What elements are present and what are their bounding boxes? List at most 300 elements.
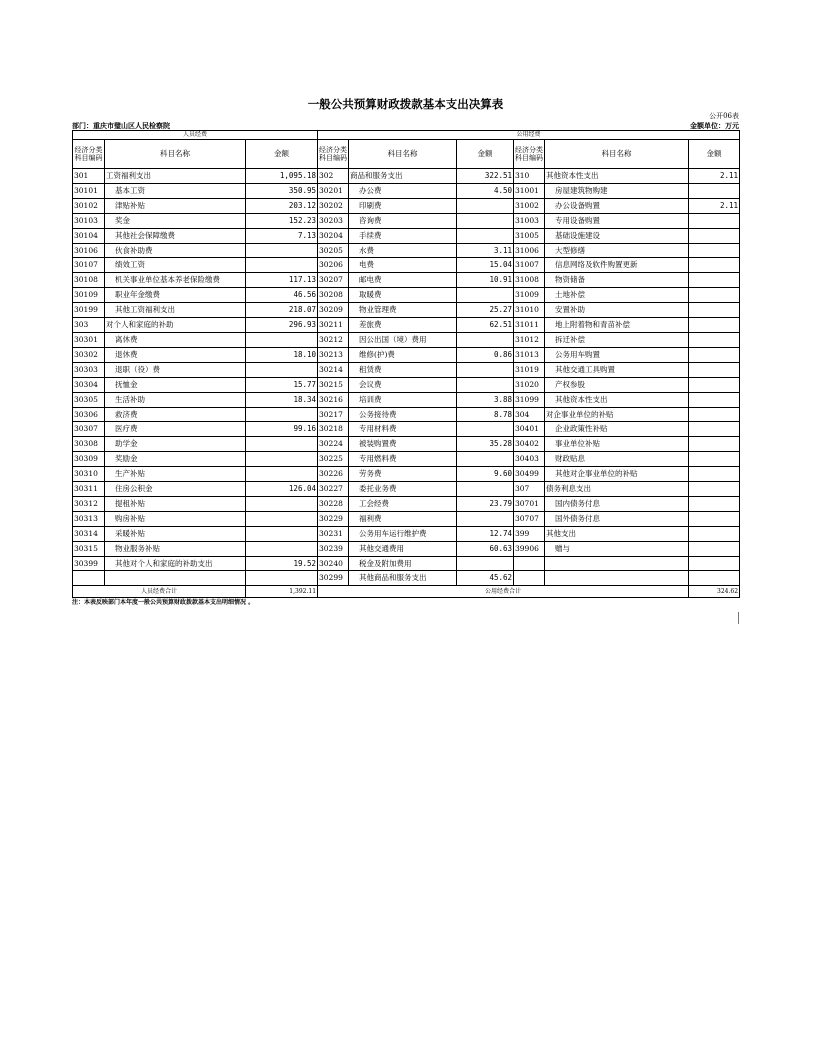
item-name-cell: 奖金 bbox=[105, 213, 246, 228]
item-name-cell: 其他商品和服务支出 bbox=[349, 571, 457, 586]
amount-cell bbox=[457, 482, 514, 497]
table-row bbox=[73, 571, 740, 586]
item-name-cell: 咨询费 bbox=[349, 213, 457, 228]
amount-cell bbox=[457, 511, 514, 526]
code-cell: 30208 bbox=[318, 288, 349, 303]
item-name-cell: 专用材料费 bbox=[349, 422, 457, 437]
table-row bbox=[73, 496, 740, 511]
item-name-cell: 商品和服务支出 bbox=[349, 169, 457, 184]
amount-cell bbox=[689, 258, 740, 273]
item-name-cell: 退职（役）费 bbox=[105, 362, 246, 377]
amount-cell: 23.79 bbox=[457, 496, 514, 511]
table-row bbox=[73, 303, 740, 318]
code-cell: 30303 bbox=[73, 362, 105, 377]
item-name-cell bbox=[105, 571, 246, 586]
amount-cell bbox=[689, 571, 740, 586]
code-cell: 31007 bbox=[514, 258, 545, 273]
expenditure-table bbox=[72, 130, 740, 598]
amount-cell bbox=[246, 243, 318, 258]
item-name-cell: 税金及附加费用 bbox=[349, 556, 457, 571]
amount-cell bbox=[689, 362, 740, 377]
code-cell: 31006 bbox=[514, 243, 545, 258]
item-name-cell: 办公设备购置 bbox=[545, 198, 689, 213]
amount-cell: 4.50 bbox=[457, 183, 514, 198]
code-cell: 30207 bbox=[318, 273, 349, 288]
table-row bbox=[73, 482, 740, 497]
amount-cell: 18.34 bbox=[246, 392, 318, 407]
item-name-cell: 因公出国（境）费用 bbox=[349, 332, 457, 347]
amount-cell: 62.51 bbox=[457, 318, 514, 333]
item-name-cell: 购房补贴 bbox=[105, 511, 246, 526]
code-cell: 30229 bbox=[318, 511, 349, 526]
table-row bbox=[73, 377, 740, 392]
amount-cell: 7.13 bbox=[246, 228, 318, 243]
item-name-cell: 企业政策性补贴 bbox=[545, 422, 689, 437]
item-name-cell: 对企事业单位的补贴 bbox=[545, 407, 689, 422]
code-cell: 30310 bbox=[73, 467, 105, 482]
table-row bbox=[73, 347, 740, 362]
item-name-cell: 劳务费 bbox=[349, 467, 457, 482]
code-cell: 30201 bbox=[318, 183, 349, 198]
amount-cell: 350.95 bbox=[246, 183, 318, 198]
code-cell: 30302 bbox=[73, 347, 105, 362]
code-cell: 30204 bbox=[318, 228, 349, 243]
code-cell: 30108 bbox=[73, 273, 105, 288]
report-document bbox=[72, 96, 739, 608]
item-name-cell: 地上附着物和青苗补偿 bbox=[545, 318, 689, 333]
amount-cell: 35.28 bbox=[457, 437, 514, 452]
item-name-cell: 其他工资福利支出 bbox=[105, 303, 246, 318]
code-cell: 303 bbox=[73, 318, 105, 333]
amount-cell bbox=[246, 526, 318, 541]
item-name-cell: 其他对个人和家庭的补助支出 bbox=[105, 556, 246, 571]
amount-cell bbox=[689, 318, 740, 333]
item-name-cell: 租赁费 bbox=[349, 362, 457, 377]
code-cell: 30215 bbox=[318, 377, 349, 392]
table-row bbox=[73, 169, 740, 184]
item-name-cell: 抚恤金 bbox=[105, 377, 246, 392]
col-header-code: 经济分类科目编码 bbox=[514, 140, 545, 169]
form-number: 公开06表 bbox=[709, 112, 739, 120]
amount-cell bbox=[457, 377, 514, 392]
page-edge-mark bbox=[738, 612, 739, 624]
report-title: 一般公共预算财政拨款基本支出决算表 bbox=[307, 97, 504, 111]
code-cell: 30212 bbox=[318, 332, 349, 347]
item-name-cell: 安置补助 bbox=[545, 303, 689, 318]
item-name-cell: 土地补偿 bbox=[545, 288, 689, 303]
col-header-amount: 金额 bbox=[457, 140, 514, 169]
amount-cell: 117.13 bbox=[246, 273, 318, 288]
table-row bbox=[73, 243, 740, 258]
table-row bbox=[73, 228, 740, 243]
amount-cell bbox=[689, 541, 740, 556]
code-cell: 30228 bbox=[318, 496, 349, 511]
code-cell bbox=[73, 571, 105, 586]
item-name-cell: 赠与 bbox=[545, 541, 689, 556]
item-name-cell: 基本工资 bbox=[105, 183, 246, 198]
item-name-cell: 财政贴息 bbox=[545, 452, 689, 467]
amount-cell bbox=[457, 422, 514, 437]
code-cell: 31009 bbox=[514, 288, 545, 303]
amount-cell: 99.16 bbox=[246, 422, 318, 437]
item-name-cell: 邮电费 bbox=[349, 273, 457, 288]
item-name-cell: 基础设施建设 bbox=[545, 228, 689, 243]
public-total-label: 公用经费合计 bbox=[318, 586, 689, 598]
col-header-code: 经济分类科目编码 bbox=[318, 140, 349, 169]
item-name-cell: 国外债务付息 bbox=[545, 511, 689, 526]
amount-cell: 10.91 bbox=[457, 273, 514, 288]
amount-cell bbox=[246, 258, 318, 273]
item-name-cell: 绩效工资 bbox=[105, 258, 246, 273]
code-cell: 302 bbox=[318, 169, 349, 184]
item-name-cell: 其他社会保障缴费 bbox=[105, 228, 246, 243]
code-cell: 30301 bbox=[73, 332, 105, 347]
amount-cell bbox=[457, 556, 514, 571]
amount-cell: 152.23 bbox=[246, 213, 318, 228]
code-cell: 304 bbox=[514, 407, 545, 422]
amount-cell bbox=[689, 347, 740, 362]
section-personnel: 人员经费 bbox=[73, 131, 318, 140]
code-cell: 30199 bbox=[73, 303, 105, 318]
col-header-code: 经济分类科目编码 bbox=[73, 140, 105, 169]
amount-cell: 2.11 bbox=[689, 169, 740, 184]
amount-cell bbox=[689, 452, 740, 467]
code-cell: 30305 bbox=[73, 392, 105, 407]
code-cell: 31099 bbox=[514, 392, 545, 407]
department-label: 部门：重庆市璧山区人民检察院 bbox=[72, 121, 170, 130]
col-header-name: 科目名称 bbox=[349, 140, 457, 169]
item-name-cell: 物业管理费 bbox=[349, 303, 457, 318]
amount-cell bbox=[246, 437, 318, 452]
amount-cell: 8.78 bbox=[457, 407, 514, 422]
amount-cell: 9.60 bbox=[457, 467, 514, 482]
item-name-cell bbox=[545, 556, 689, 571]
code-cell: 30314 bbox=[73, 526, 105, 541]
code-cell: 31008 bbox=[514, 273, 545, 288]
amount-cell: 15.04 bbox=[457, 258, 514, 273]
code-cell: 30306 bbox=[73, 407, 105, 422]
column-header-row bbox=[73, 140, 740, 169]
code-cell: 30315 bbox=[73, 541, 105, 556]
amount-cell bbox=[457, 288, 514, 303]
item-name-cell: 其他资本性支出 bbox=[545, 169, 689, 184]
amount-cell: 18.10 bbox=[246, 347, 318, 362]
code-cell: 30109 bbox=[73, 288, 105, 303]
public-total-value: 324.62 bbox=[689, 586, 740, 598]
code-cell: 30311 bbox=[73, 482, 105, 497]
item-name-cell: 生活补助 bbox=[105, 392, 246, 407]
section-public: 公用经费 bbox=[318, 131, 740, 140]
code-cell bbox=[514, 556, 545, 571]
amount-cell: 15.77 bbox=[246, 377, 318, 392]
code-cell: 310 bbox=[514, 169, 545, 184]
code-cell: 30224 bbox=[318, 437, 349, 452]
code-cell: 30231 bbox=[318, 526, 349, 541]
amount-cell bbox=[457, 452, 514, 467]
table-row bbox=[73, 183, 740, 198]
item-name-cell: 住房公积金 bbox=[105, 482, 246, 497]
amount-cell bbox=[457, 332, 514, 347]
amount-cell: 46.56 bbox=[246, 288, 318, 303]
item-name-cell: 津贴补贴 bbox=[105, 198, 246, 213]
code-cell: 30202 bbox=[318, 198, 349, 213]
amount-cell bbox=[689, 526, 740, 541]
code-cell: 30299 bbox=[318, 571, 349, 586]
code-cell: 30304 bbox=[73, 377, 105, 392]
code-cell: 30205 bbox=[318, 243, 349, 258]
item-name-cell: 机关事业单位基本养老保险缴费 bbox=[105, 273, 246, 288]
amount-cell bbox=[689, 467, 740, 482]
item-name-cell: 事业单位补贴 bbox=[545, 437, 689, 452]
item-name-cell: 取暖费 bbox=[349, 288, 457, 303]
code-cell: 30102 bbox=[73, 198, 105, 213]
code-cell: 30209 bbox=[318, 303, 349, 318]
amount-cell: 45.62 bbox=[457, 571, 514, 586]
amount-cell: 1,095.18 bbox=[246, 169, 318, 184]
code-cell: 30309 bbox=[73, 452, 105, 467]
table-row bbox=[73, 392, 740, 407]
code-cell: 31013 bbox=[514, 347, 545, 362]
item-name-cell: 电费 bbox=[349, 258, 457, 273]
table-row bbox=[73, 437, 740, 452]
item-name-cell: 差旅费 bbox=[349, 318, 457, 333]
code-cell: 31019 bbox=[514, 362, 545, 377]
item-name-cell: 拆迁补偿 bbox=[545, 332, 689, 347]
amount-cell: 322.51 bbox=[457, 169, 514, 184]
code-cell: 30239 bbox=[318, 541, 349, 556]
code-cell: 31012 bbox=[514, 332, 545, 347]
amount-cell bbox=[246, 541, 318, 556]
code-cell: 307 bbox=[514, 482, 545, 497]
item-name-cell: 产权参股 bbox=[545, 377, 689, 392]
code-cell: 30107 bbox=[73, 258, 105, 273]
item-name-cell: 被装购置费 bbox=[349, 437, 457, 452]
code-cell: 31002 bbox=[514, 198, 545, 213]
amount-cell: 12.74 bbox=[457, 526, 514, 541]
amount-cell: 0.86 bbox=[457, 347, 514, 362]
totals-row bbox=[73, 586, 740, 598]
amount-cell bbox=[689, 407, 740, 422]
item-name-cell: 公务用车购置 bbox=[545, 347, 689, 362]
table-row bbox=[73, 198, 740, 213]
code-cell: 399 bbox=[514, 526, 545, 541]
table-row bbox=[73, 556, 740, 571]
table-row bbox=[73, 452, 740, 467]
item-name-cell: 信息网络及软件购置更新 bbox=[545, 258, 689, 273]
amount-cell: 60.63 bbox=[457, 541, 514, 556]
unit-label: 金额单位：万元 bbox=[690, 121, 739, 130]
amount-cell bbox=[689, 213, 740, 228]
item-name-cell: 会议费 bbox=[349, 377, 457, 392]
amount-cell bbox=[246, 511, 318, 526]
code-cell: 30701 bbox=[514, 496, 545, 511]
code-cell: 30707 bbox=[514, 511, 545, 526]
item-name-cell: 工会经费 bbox=[349, 496, 457, 511]
table-row bbox=[73, 511, 740, 526]
amount-cell bbox=[246, 362, 318, 377]
amount-cell bbox=[689, 482, 740, 497]
item-name-cell: 物业服务补贴 bbox=[105, 541, 246, 556]
code-cell: 30216 bbox=[318, 392, 349, 407]
table-row bbox=[73, 288, 740, 303]
code-cell: 30206 bbox=[318, 258, 349, 273]
table-row bbox=[73, 332, 740, 347]
amount-cell bbox=[246, 452, 318, 467]
item-name-cell: 福利费 bbox=[349, 511, 457, 526]
code-cell: 30203 bbox=[318, 213, 349, 228]
section-header-row bbox=[73, 131, 740, 140]
item-name-cell: 救济费 bbox=[105, 407, 246, 422]
code-cell: 30399 bbox=[73, 556, 105, 571]
item-name-cell: 退休费 bbox=[105, 347, 246, 362]
item-name-cell: 公务接待费 bbox=[349, 407, 457, 422]
code-cell: 31020 bbox=[514, 377, 545, 392]
amount-cell bbox=[246, 332, 318, 347]
col-header-amount: 金额 bbox=[689, 140, 740, 169]
code-cell: 30225 bbox=[318, 452, 349, 467]
amount-cell: 19.52 bbox=[246, 556, 318, 571]
amount-cell bbox=[246, 407, 318, 422]
amount-cell bbox=[457, 198, 514, 213]
code-cell: 30312 bbox=[73, 496, 105, 511]
amount-cell bbox=[689, 303, 740, 318]
code-cell: 31003 bbox=[514, 213, 545, 228]
code-cell: 30307 bbox=[73, 422, 105, 437]
code-cell: 30101 bbox=[73, 183, 105, 198]
amount-cell bbox=[689, 437, 740, 452]
amount-cell: 126.04 bbox=[246, 482, 318, 497]
amount-cell bbox=[689, 511, 740, 526]
amount-cell bbox=[457, 213, 514, 228]
item-name-cell: 其他交通工具购置 bbox=[545, 362, 689, 377]
item-name-cell: 公务用车运行维护费 bbox=[349, 526, 457, 541]
amount-cell bbox=[689, 392, 740, 407]
item-name-cell: 培训费 bbox=[349, 392, 457, 407]
table-row bbox=[73, 258, 740, 273]
item-name-cell: 手续费 bbox=[349, 228, 457, 243]
code-cell: 30401 bbox=[514, 422, 545, 437]
amount-cell: 3.11 bbox=[457, 243, 514, 258]
item-name-cell: 印刷费 bbox=[349, 198, 457, 213]
amount-cell: 2.11 bbox=[689, 198, 740, 213]
item-name-cell: 其他交通费用 bbox=[349, 541, 457, 556]
col-header-amount: 金额 bbox=[246, 140, 318, 169]
code-cell: 30313 bbox=[73, 511, 105, 526]
table-row bbox=[73, 467, 740, 482]
code-cell: 30218 bbox=[318, 422, 349, 437]
amount-cell bbox=[689, 332, 740, 347]
code-cell: 39906 bbox=[514, 541, 545, 556]
item-name-cell: 伙食补助费 bbox=[105, 243, 246, 258]
item-name-cell: 离休费 bbox=[105, 332, 246, 347]
code-cell: 30240 bbox=[318, 556, 349, 571]
item-name-cell: 其他支出 bbox=[545, 526, 689, 541]
item-name-cell: 房屋建筑物购建 bbox=[545, 183, 689, 198]
item-name-cell: 医疗费 bbox=[105, 422, 246, 437]
amount-cell bbox=[689, 183, 740, 198]
item-name-cell: 水费 bbox=[349, 243, 457, 258]
table-row bbox=[73, 541, 740, 556]
report-meta bbox=[72, 121, 739, 130]
item-name-cell: 提租补贴 bbox=[105, 496, 246, 511]
amount-cell bbox=[246, 571, 318, 586]
table-row bbox=[73, 362, 740, 377]
item-name-cell: 大型修缮 bbox=[545, 243, 689, 258]
table-row bbox=[73, 526, 740, 541]
code-cell: 30499 bbox=[514, 467, 545, 482]
amount-cell bbox=[457, 228, 514, 243]
code-cell: 30226 bbox=[318, 467, 349, 482]
code-cell: 30104 bbox=[73, 228, 105, 243]
amount-cell: 218.07 bbox=[246, 303, 318, 318]
amount-cell: 25.27 bbox=[457, 303, 514, 318]
code-cell: 30403 bbox=[514, 452, 545, 467]
code-cell: 30402 bbox=[514, 437, 545, 452]
footnote: 注：本表反映部门本年度一般公共预算财政拨款基本支出明细情况 。 bbox=[72, 599, 255, 607]
col-header-name: 科目名称 bbox=[545, 140, 689, 169]
code-cell: 30106 bbox=[73, 243, 105, 258]
amount-cell bbox=[689, 496, 740, 511]
code-cell: 30211 bbox=[318, 318, 349, 333]
code-cell: 30214 bbox=[318, 362, 349, 377]
amount-cell bbox=[689, 243, 740, 258]
item-name-cell: 职业年金缴费 bbox=[105, 288, 246, 303]
item-name-cell: 债务利息支出 bbox=[545, 482, 689, 497]
table-row bbox=[73, 318, 740, 333]
item-name-cell: 助学金 bbox=[105, 437, 246, 452]
item-name-cell bbox=[545, 571, 689, 586]
item-name-cell: 生产补贴 bbox=[105, 467, 246, 482]
item-name-cell: 维修(护)费 bbox=[349, 347, 457, 362]
code-cell: 30227 bbox=[318, 482, 349, 497]
item-name-cell: 奖励金 bbox=[105, 452, 246, 467]
table-row bbox=[73, 273, 740, 288]
amount-cell bbox=[689, 422, 740, 437]
amount-cell bbox=[246, 467, 318, 482]
code-cell: 31011 bbox=[514, 318, 545, 333]
item-name-cell: 国内债务付息 bbox=[545, 496, 689, 511]
code-cell: 30213 bbox=[318, 347, 349, 362]
personnel-total-label: 人员经费合计 bbox=[73, 586, 246, 598]
amount-cell bbox=[689, 273, 740, 288]
code-cell: 30103 bbox=[73, 213, 105, 228]
amount-cell bbox=[246, 496, 318, 511]
code-cell: 301 bbox=[73, 169, 105, 184]
item-name-cell: 专用设备购置 bbox=[545, 213, 689, 228]
item-name-cell: 办公费 bbox=[349, 183, 457, 198]
table-row bbox=[73, 213, 740, 228]
amount-cell bbox=[689, 288, 740, 303]
amount-cell: 296.93 bbox=[246, 318, 318, 333]
personnel-total-value: 1,392.11 bbox=[246, 586, 318, 598]
item-name-cell: 采暖补贴 bbox=[105, 526, 246, 541]
code-cell: 31005 bbox=[514, 228, 545, 243]
col-header-name: 科目名称 bbox=[105, 140, 246, 169]
amount-cell bbox=[457, 362, 514, 377]
amount-cell: 203.12 bbox=[246, 198, 318, 213]
item-name-cell: 其他资本性支出 bbox=[545, 392, 689, 407]
table-row bbox=[73, 422, 740, 437]
item-name-cell: 其他对企事业单位的补贴 bbox=[545, 467, 689, 482]
item-name-cell: 专用燃料费 bbox=[349, 452, 457, 467]
code-cell: 31001 bbox=[514, 183, 545, 198]
table-row bbox=[73, 407, 740, 422]
code-cell: 30217 bbox=[318, 407, 349, 422]
item-name-cell: 工资福利支出 bbox=[105, 169, 246, 184]
item-name-cell: 对个人和家庭的补助 bbox=[105, 318, 246, 333]
item-name-cell: 物资储备 bbox=[545, 273, 689, 288]
code-cell bbox=[514, 571, 545, 586]
